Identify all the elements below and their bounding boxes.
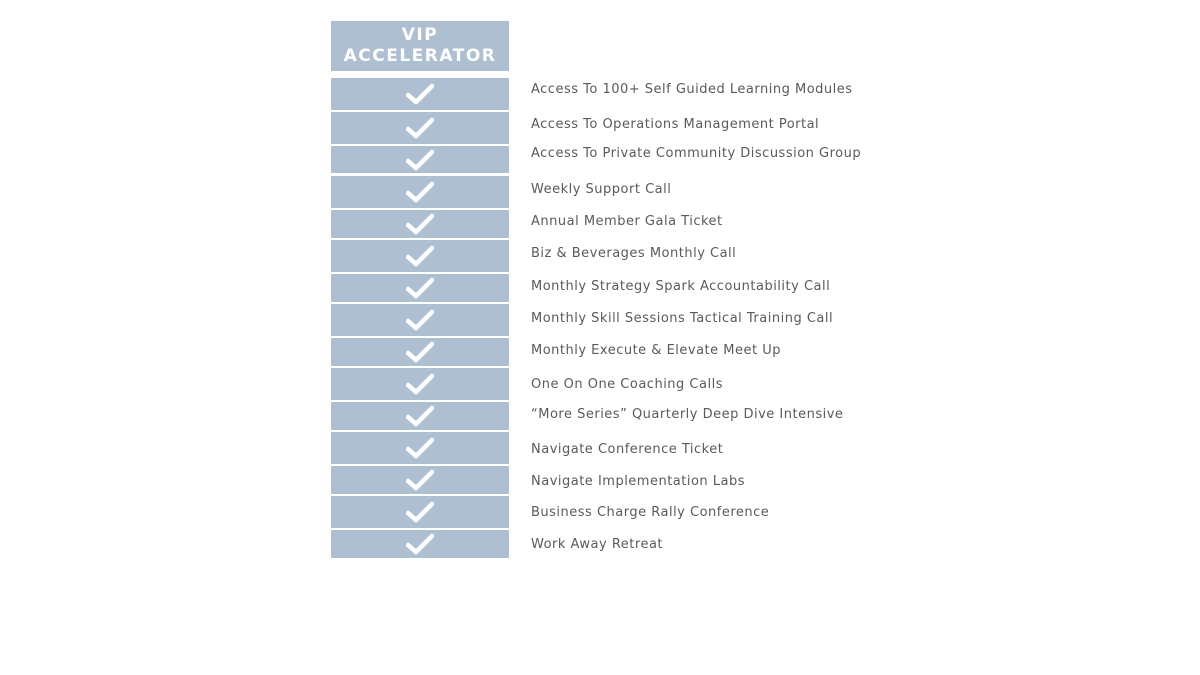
check-cell: [331, 530, 509, 558]
check-cell: [331, 210, 509, 238]
checkmark-icon: [406, 181, 434, 203]
checkmark-icon: [406, 501, 434, 523]
feature-label: Weekly Support Call: [531, 182, 672, 197]
feature-label: Navigate Implementation Labs: [531, 474, 746, 489]
feature-label: Monthly Strategy Spark Accountability Call: [531, 279, 831, 294]
feature-label: Navigate Conference Ticket: [531, 442, 724, 457]
check-cell: [331, 78, 509, 110]
feature-label: Business Charge Rally Conference: [531, 505, 770, 520]
feature-label: Access To Operations Management Portal: [531, 117, 820, 132]
plan-header-line-1: VIP: [401, 25, 439, 45]
feature-label: Biz & Beverages Monthly Call: [531, 246, 737, 261]
feature-label: Monthly Skill Sessions Tactical Training Call: [531, 311, 834, 326]
feature-label: Annual Member Gala Ticket: [531, 214, 723, 229]
feature-label: Access To 100+ Self Guided Learning Modules: [531, 82, 853, 97]
check-cell: [331, 402, 509, 430]
check-cell: [331, 496, 509, 528]
checkmark-icon: [406, 437, 434, 459]
check-cell: [331, 338, 509, 366]
check-cell: [331, 466, 509, 494]
plan-header: [331, 21, 509, 71]
checkmark-icon: [406, 213, 434, 235]
checkmark-icon: [406, 83, 434, 105]
checkmark-icon: [406, 309, 434, 331]
checkmark-icon: [406, 405, 434, 427]
checkmark-icon: [406, 245, 434, 267]
check-cell: [331, 368, 509, 400]
check-cell: [331, 240, 509, 272]
feature-label: “More Series” Quarterly Deep Dive Intensive: [531, 407, 844, 422]
check-cell: [331, 304, 509, 336]
checkmark-icon: [406, 149, 434, 171]
feature-label: One On One Coaching Calls: [531, 377, 723, 392]
check-cell: [331, 146, 509, 173]
feature-label: Monthly Execute & Elevate Meet Up: [531, 343, 781, 358]
check-cell: [331, 112, 509, 144]
checkmark-icon: [406, 277, 434, 299]
plan-header-line-2: ACCELERATOR: [343, 46, 497, 66]
check-cell: [331, 274, 509, 302]
checkmark-icon: [406, 533, 434, 555]
checkmark-icon: [406, 341, 434, 363]
checkmark-icon: [406, 373, 434, 395]
checkmark-icon: [406, 469, 434, 491]
check-cell: [331, 432, 509, 464]
feature-label: Access To Private Community Discussion Group: [531, 146, 862, 161]
feature-label: Work Away Retreat: [531, 537, 664, 552]
checkmark-icon: [406, 117, 434, 139]
check-cell: [331, 176, 509, 208]
